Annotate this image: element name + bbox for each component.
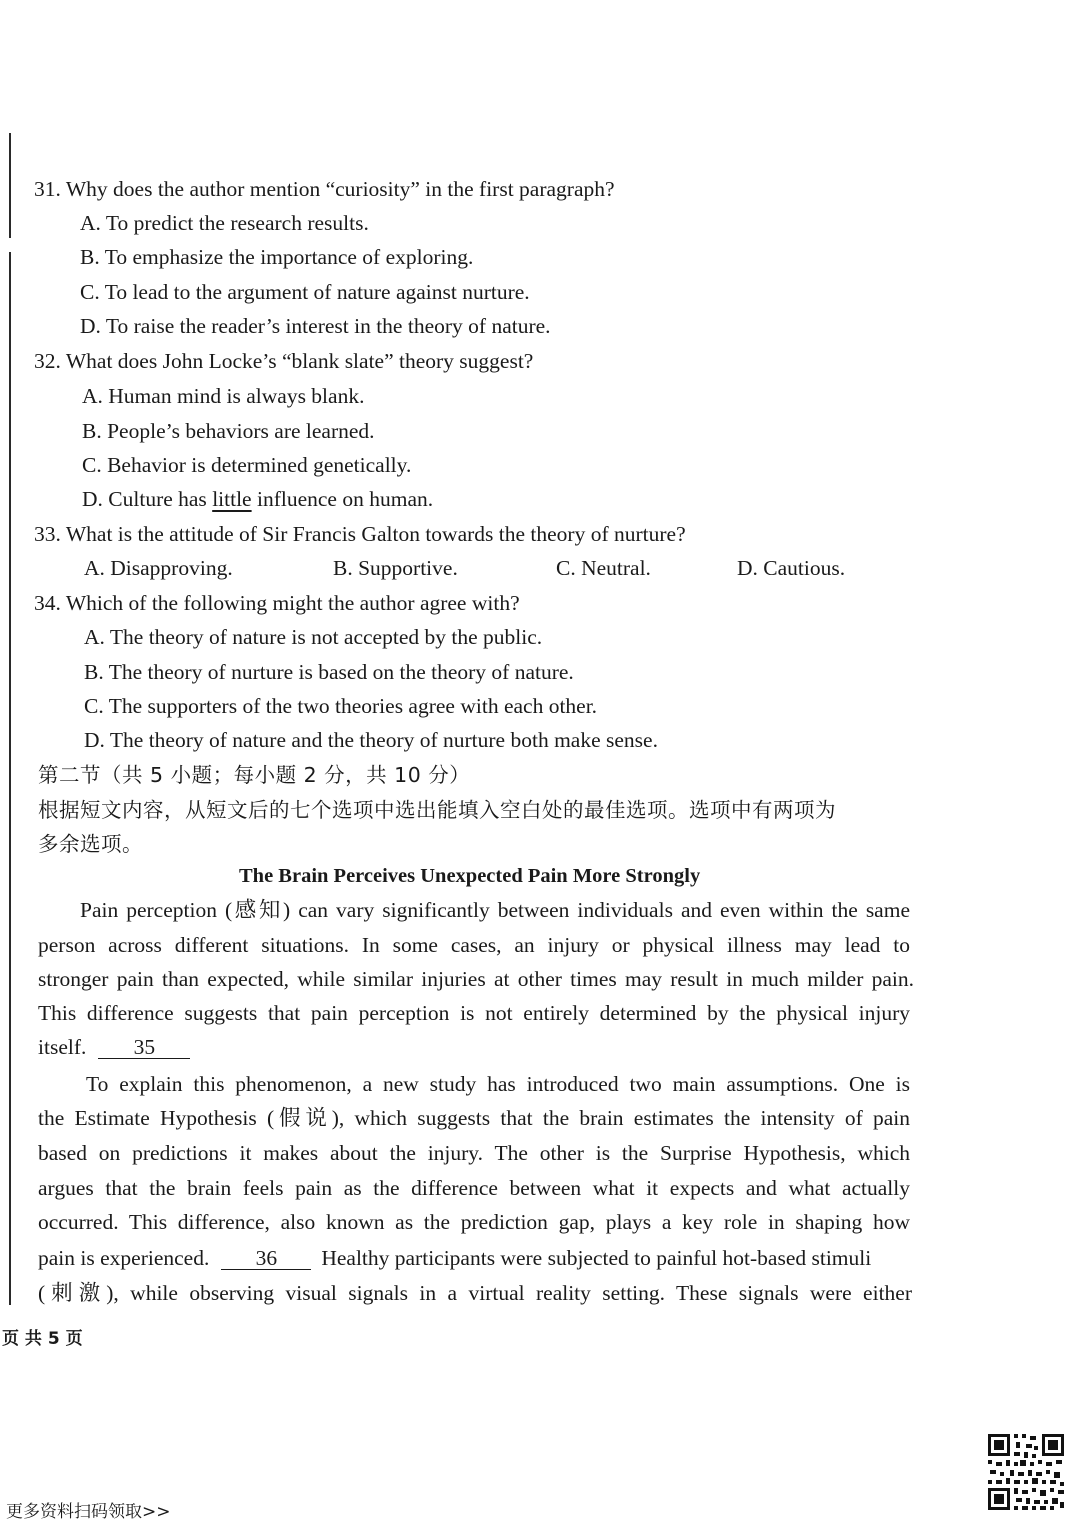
section-instruction-line-2: 多余选项。: [38, 832, 143, 856]
blank-35: 35: [98, 1036, 190, 1059]
paragraph-2-line-3: based on predictions it makes about the injury. The other is the Surprise Hypothesis, which: [38, 1141, 910, 1165]
section-instruction-line-1: 根据短文内容，从短文后的七个选项中选出能填入空白处的最佳选项。选项中有两项为: [38, 798, 836, 822]
question-32-option-b: B. People’s behaviors are learned.: [82, 419, 375, 443]
paragraph-1-line-1: Pain perception (感知) can vary significantly between individuals and even within the same: [80, 898, 910, 922]
blank-36: 36: [221, 1247, 311, 1270]
question-33-option-b: B. Supportive.: [333, 556, 458, 580]
paragraph-2-line-5: occurred. This difference, also known as the prediction gap, plays a key role in shaping how: [38, 1210, 910, 1234]
question-33-option-c: C. Neutral.: [556, 556, 651, 580]
question-31-option-c: C. To lead to the argument of nature against nurture.: [80, 280, 530, 304]
margin-rule-gap: [8, 238, 12, 252]
question-34-option-b: B. The theory of nurture is based on the theory of nature.: [84, 660, 574, 684]
question-33-option-a: A. Disapproving.: [84, 556, 233, 580]
more-resources-label: 更多资料扫码领取>>: [6, 1502, 171, 1522]
question-34-option-c: C. The supporters of the two theories agree with each other.: [84, 694, 598, 718]
question-31-option-d: D. To raise the reader’s interest in the theory of nature.: [80, 314, 551, 338]
paragraph-2-post-blank: Healthy participants were subjected to painful hot-based stimuli: [321, 1246, 872, 1270]
question-32-option-d-underlined-word: little: [212, 487, 252, 511]
page-count-label: 页 共 5 页: [2, 1329, 83, 1349]
paragraph-1-line-3: stronger pain than expected, while similar injuries at other times may result in much milder pain.: [38, 967, 914, 991]
passage-title: The Brain Perceives Unexpected Pain More Strongly: [239, 865, 701, 887]
question-32-option-d: [82, 485, 433, 513]
question-32-option-d-post: influence on human.: [251, 487, 434, 511]
question-31-stem: 31. Why does the author mention “curiosity” in the first paragraph?: [34, 177, 615, 201]
question-32-option-a: A. Human mind is always blank.: [82, 384, 365, 408]
paragraph-2-line-1: To explain this phenomenon, a new study has introduced two main assumptions. One is: [86, 1072, 910, 1096]
paragraph-2-line-2: the Estimate Hypothesis (假说), which suggests that the brain estimates the intensity of pain: [38, 1106, 910, 1130]
paragraph-2-line-7: (刺激), while observing visual signals in a virtual reality setting. These signals were either: [38, 1281, 912, 1305]
paragraph-1-line-5: [38, 1033, 190, 1061]
paragraph-1-end-text: itself.: [38, 1035, 87, 1059]
question-33-option-d: D. Cautious.: [737, 556, 846, 580]
question-34-option-d: D. The theory of nature and the theory of nurture both make sense.: [84, 728, 658, 752]
question-31-option-a: A. To predict the research results.: [80, 211, 369, 235]
question-31-option-b: B. To emphasize the importance of exploring.: [80, 245, 474, 269]
question-34-stem: 34. Which of the following might the author agree with?: [34, 591, 520, 615]
qr-code-icon: [986, 1432, 1066, 1512]
question-32-option-d-pre: D. Culture has: [82, 487, 213, 511]
paragraph-1-line-2: person across different situations. In some cases, an injury or physical illness may lead to: [38, 933, 910, 957]
question-33-stem: 33. What is the attitude of Sir Francis Galton towards the theory of nurture?: [34, 522, 686, 546]
paragraph-2-line-6: [38, 1244, 871, 1272]
paragraph-2-pre-blank: pain is experienced.: [38, 1246, 210, 1270]
question-32-option-c: C. Behavior is determined genetically.: [82, 453, 412, 477]
section-heading: 第二节（共 5 小题；每小题 2 分，共 10 分）: [38, 763, 471, 787]
question-34-option-a: A. The theory of nature is not accepted by the public.: [84, 625, 543, 649]
paragraph-2-line-4: argues that the brain feels pain as the difference between what it expects and what actually: [38, 1176, 910, 1200]
margin-rule: [9, 133, 11, 1305]
question-32-stem: 32. What does John Locke’s “blank slate” theory suggest?: [34, 349, 534, 373]
paragraph-1-line-4: This difference suggests that pain perception is not entirely determined by the physical injury: [38, 1001, 910, 1025]
